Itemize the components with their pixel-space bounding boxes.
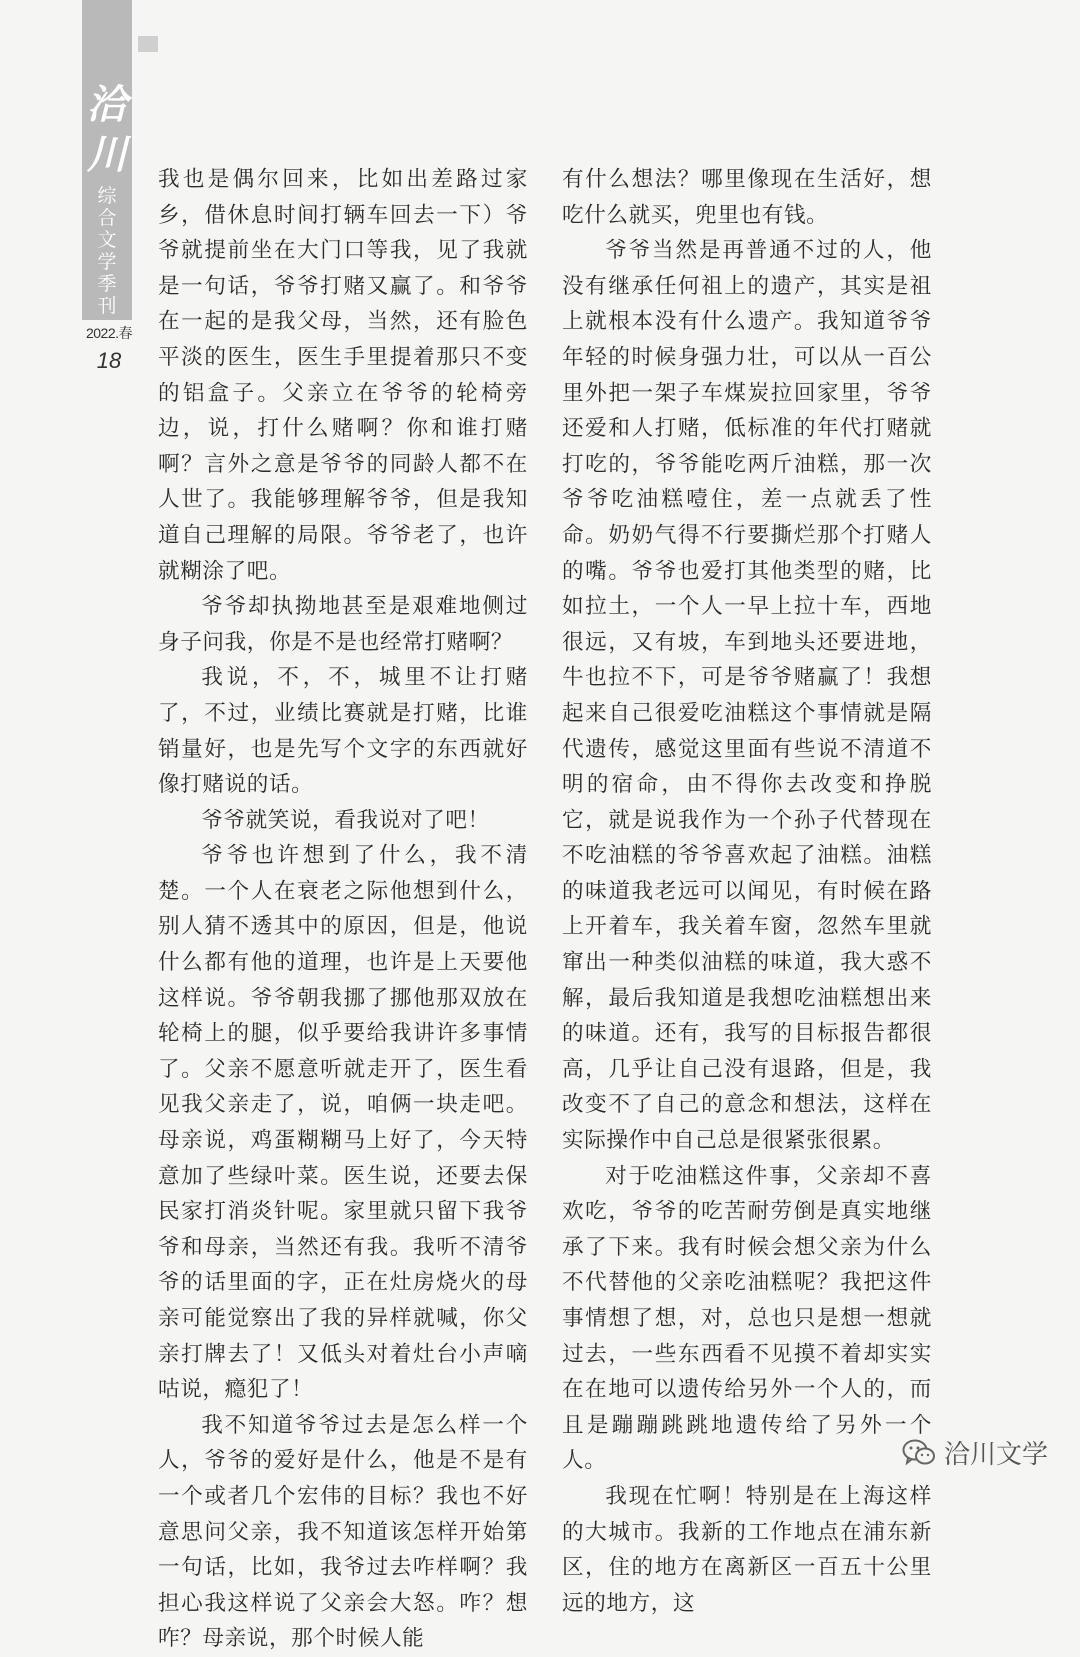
- watermark: [902, 1434, 1048, 1471]
- paragraph: 我现在忙啊！特别是在上海这样的大城市。我新的工作地点在浦东新区，住的地方在离新区一百五十公里远的地方，这: [562, 1483, 932, 1616]
- wechat-icon: [902, 1438, 936, 1468]
- paragraph: 我不知道爷爷过去是怎么样一个人，爷爷的爱好是什么，他是不是有一个或者几个宏伟的目标？我也不好意思问父亲，我不知道该怎样开始第一句话，比如，我爷过去咋样啊？我担心我这样说了父亲会大怒。咋？想咋？母亲说，那个时候人能: [158, 1412, 528, 1652]
- right-text-column: [562, 162, 932, 1621]
- paragraph: 爷爷就笑说，看我说对了吧！: [201, 807, 490, 833]
- magazine-name: 洽川: [87, 81, 127, 178]
- paragraph: 爷爷也许想到了什么，我不清楚。一个人在衰老之际他想到什么，别人猜不透其中的原因，但是，他说什么都有他的道理，也许是上天要他这样说。爷爷朝我挪了挪他那双放在轮椅上的腿，似乎要给我讲许多事情了。父亲不愿意听就走开了，医生看见我父亲走了，说，咱俩一块走吧。母亲说，鸡蛋糊糊马上好了，今天特意加了些绿叶菜。医生说，还要去保民家打消炎针呢。家里就只留下我爷爷和母亲，当然还有我。我听不清爷爷的话里面的字，正在灶房烧火的母亲可能觉察出了我的异样就喊，你父亲打牌去了！又低头对着灶台小声嘀咕说，瘾犯了！: [158, 843, 528, 1403]
- paragraph: 爷爷当然是再普通不过的人，他没有继承任何祖上的遗产，其实是祖上就根本没有什么遗产。我知道爷爷年轻的时候身强力壮，可以从一百公里外把一架子车煤炭拉回家里，爷爷还爱和人打赌，低标准的年代打赌就打吃的，爷爷能吃两斤油糕，那一次爷爷吃油糕噎住，差一点就丢了性命。奶奶气得不行要撕烂那个打赌人的嘴。爷爷也爱打其他类型的赌，比如拉土，一个人一早上拉十车，西地很远，又有坡，车到地头还要进地，牛也拉不下，可是爷爷赌赢了！我想起来自己很爱吃油糕这个事情就是隔代遗传，感觉这里面有些说不清道不明的宿命，由不得你去改变和挣脱它，就是说我作为一个孙子代替现在不吃油糕的爷爷喜欢起了油糕。油糕的味道我老远可以闻见，有时候在路上开着车，我关着车窗，忽然车里就窜出一种类似油糕的味道，我大惑不解，最后我知道是我想吃油糕想出来的味道。还有，我写的目标报告都很高，几乎让自己没有退路，但是，我改变不了自己的意念和想法，这样在实际操作中自己总是很紧张很累。: [562, 238, 932, 1154]
- magazine-subtitle: 综合文学季刊: [97, 185, 117, 317]
- paragraph: 有什么想法？哪里像现在生活好，想吃什么就买，兜里也有钱。: [562, 167, 932, 228]
- issue-label: 2022.春: [85, 325, 133, 341]
- paragraph: 我也是偶尔回来，比如出差路过家乡，借休息时间打辆车回去一下）爷爷就提前坐在大门口等我，见了我就是一句话，爷爷打赌又赢了。和爷爷在一起的是我父母，当然，还有脸色平淡的医生，医生手里提着那只不变的铝盒子。父亲立在爷爷的轮椅旁边，说，打什么赌啊？你和谁打赌啊？言外之意是爷爷的同龄人都不在人世了。我能够理解爷爷，但是我知道自己理解的局限。爷爷老了，也许就糊涂了吧。: [158, 167, 528, 584]
- paragraph: 对于吃油糕这件事，父亲却不喜欢吃，爷爷的吃苦耐劳倒是真实地继承了下来。我有时候会想父亲为什么不代替他的父亲吃油糕呢？我把这件事情想了想，对，总也只是想一想就过去，一些东西看不见摸不着却实实在在地可以遗传给另外一个人的，而且是蹦蹦跳跳地遗传给了另外一个人。: [562, 1163, 932, 1474]
- band-tab: [138, 36, 158, 52]
- paragraph: 我说，不，不，城里不让打赌了，不过，业绩比赛就是打赌，比谁销量好，也是先写个文字的东西就好像打赌说的话。: [158, 665, 528, 798]
- watermark-text: 洽川文学: [944, 1440, 1049, 1470]
- paragraph: 爷爷却执拗地甚至是艰难地侧过身子问我，你是不是也经常打赌啊？: [158, 594, 528, 655]
- left-text-column: [158, 162, 528, 1657]
- page-number: 18: [96, 348, 122, 373]
